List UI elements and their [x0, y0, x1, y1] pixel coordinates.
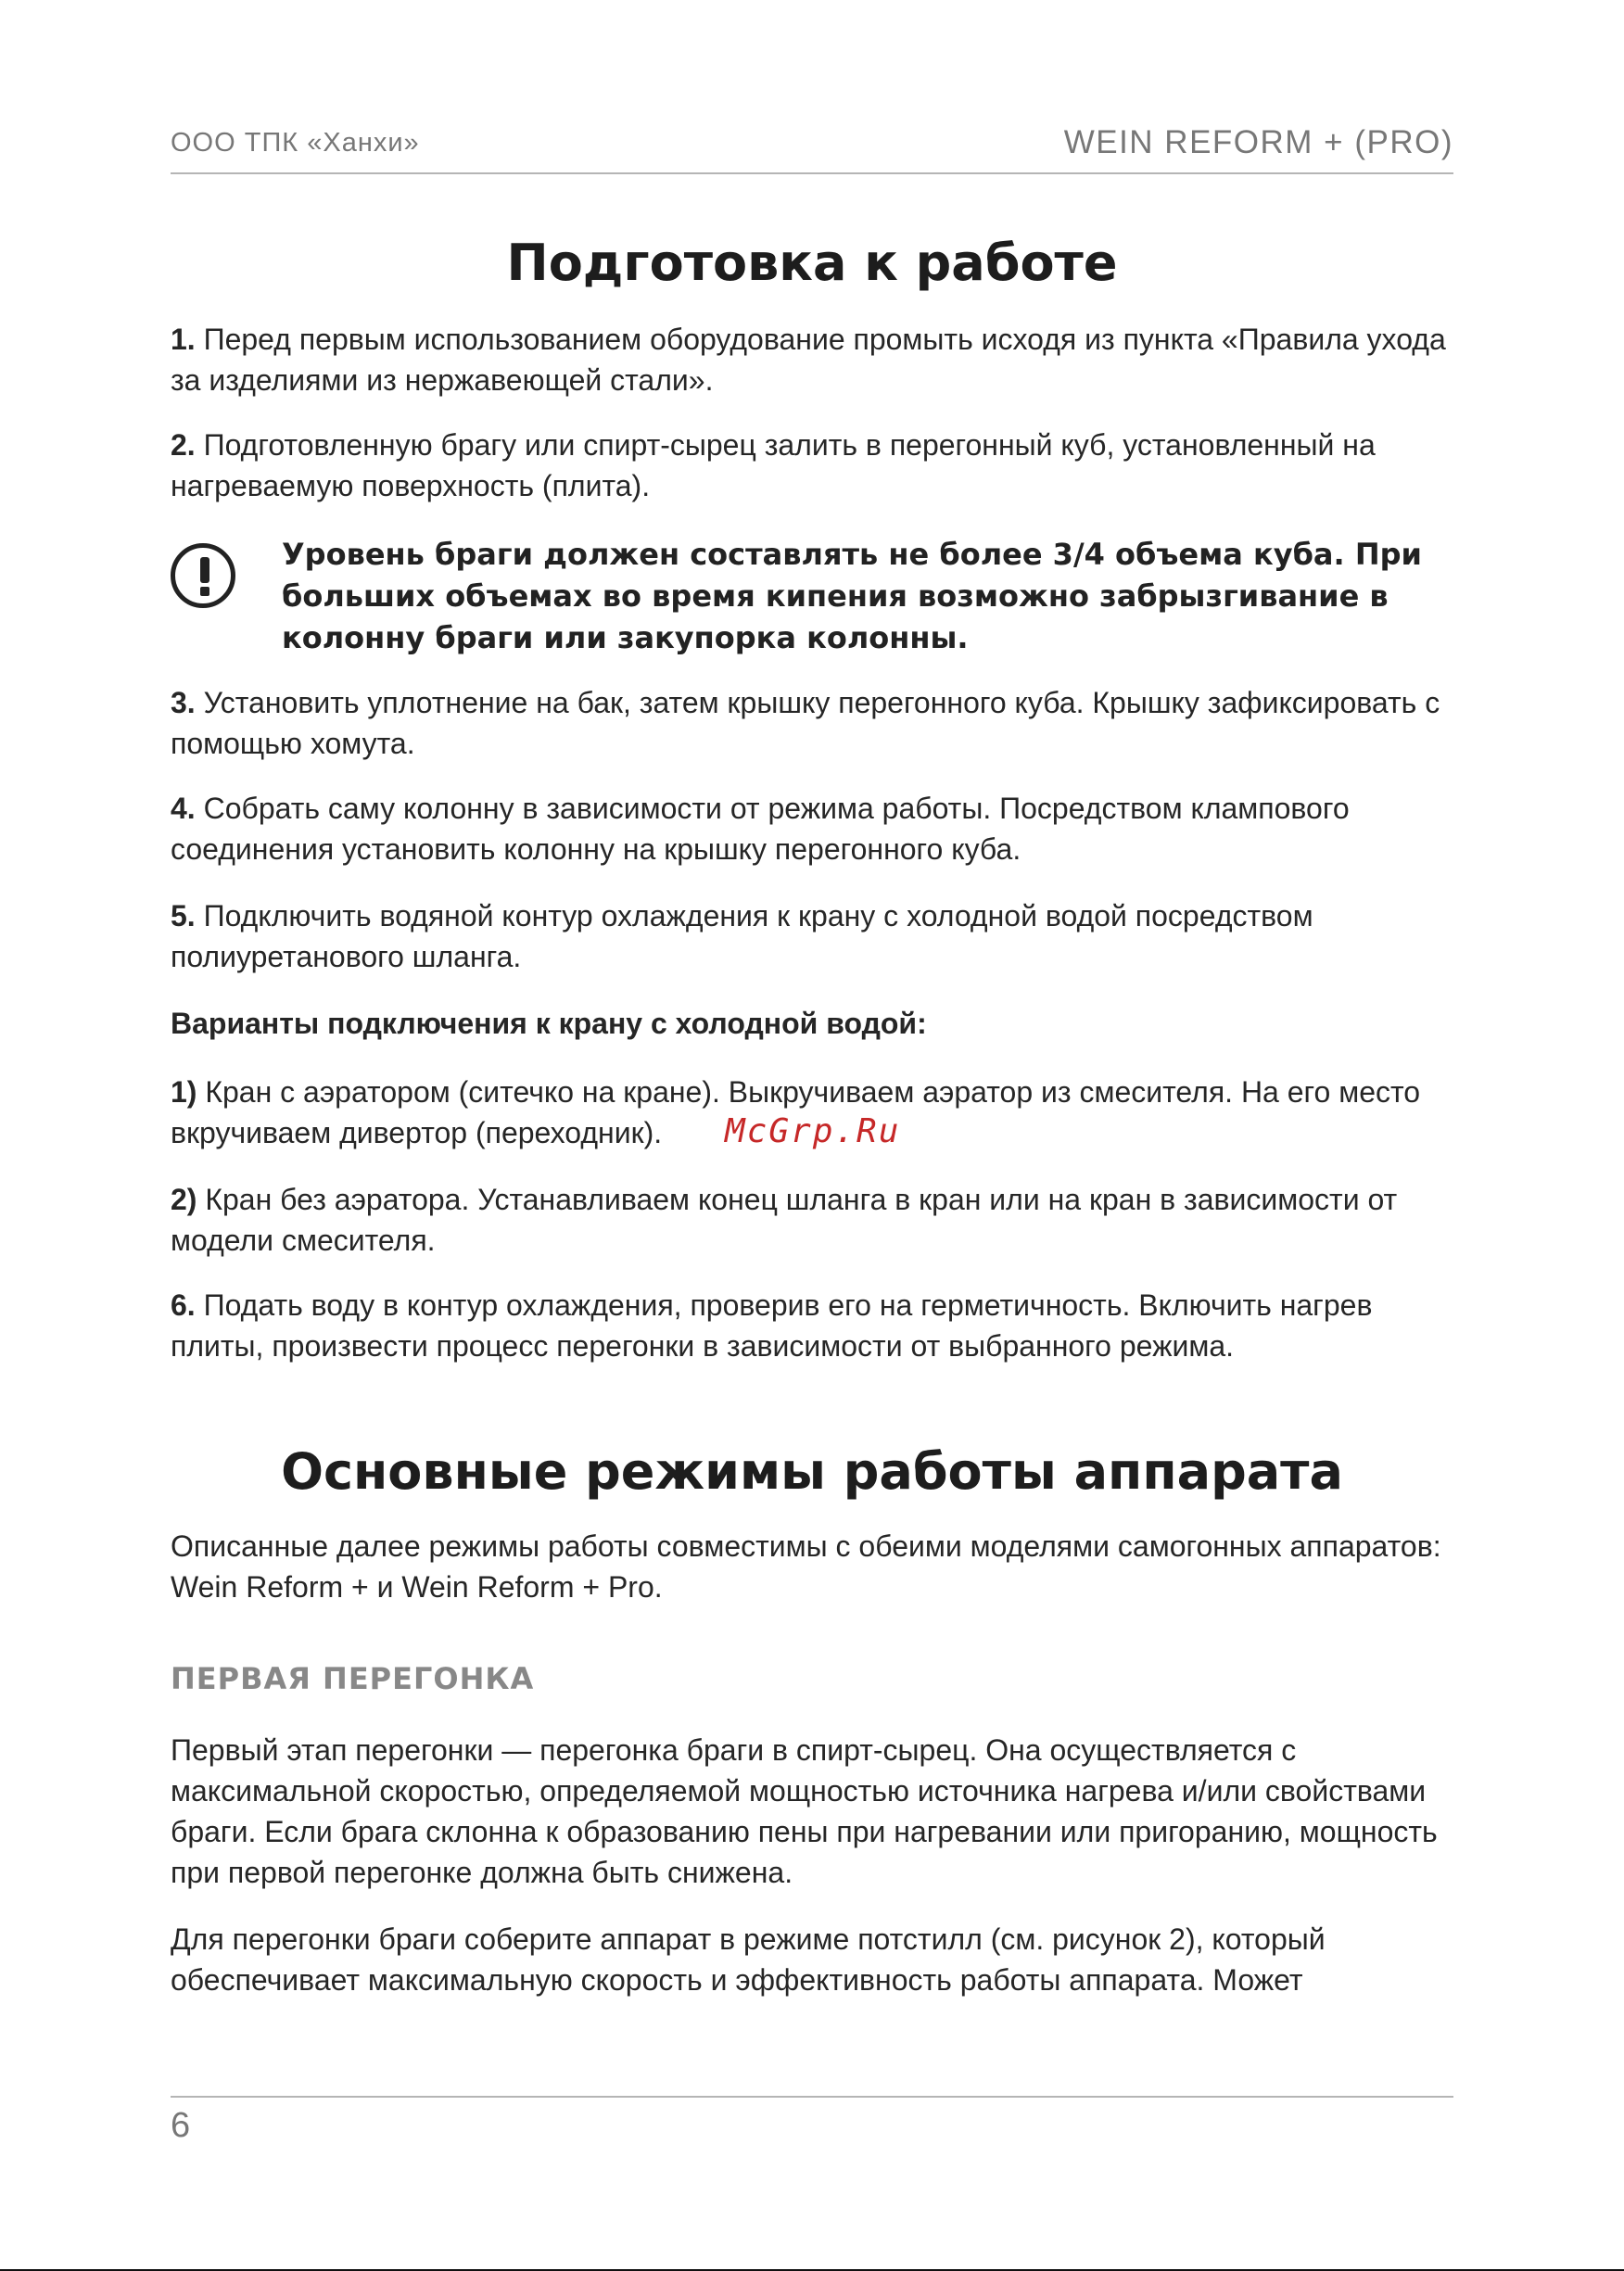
first-distillation-paragraph: Первый этап перегонки — перегонка браги в спирт-сырец. Она осуществляется с максимальной скоростью, определяемой мощностью источника нагрева и/или свойствами браги. Если брага склонна к образованию пены при нагревании или пригоранию, мощность при первой перегонке должна быть снижена. [171, 1733, 1438, 1889]
company-name: ООО ТПК «Ханхи» [171, 128, 420, 158]
step-number: 5. [171, 899, 196, 933]
footer-divider [171, 2096, 1453, 2098]
exclamation-icon [171, 543, 235, 608]
step-number: 2. [171, 428, 196, 462]
step-4 [171, 788, 1468, 869]
page-header [171, 122, 1453, 174]
subsection-title: ПЕРВАЯ ПЕРЕГОНКА [171, 1661, 535, 1696]
watermark: McGrp.Ru [725, 1112, 901, 1150]
step-3 [171, 682, 1468, 764]
modes-intro: Описанные далее режимы работы совместимы с обеими моделями самогонных аппаратов: Wein Reform + и Wein Reform + Pro. [171, 1529, 1441, 1604]
step-text: Собрать саму колонну в зависимости от режима работы. Посредством клампового соединения установить колонну на крышку перегонного куба. [171, 792, 1350, 866]
step-text: Подать воду в контур охлаждения, проверив его на герметичность. Включить нагрев плиты, произвести процесс перегонки в зависимости от выбранного режима. [171, 1288, 1373, 1363]
step-text: Перед первым использованием оборудование промыть исходя из пункта «Правила ухода за изделиями из нержавеющей стали». [171, 323, 1446, 397]
step-number: 3. [171, 686, 196, 719]
variant-text: Кран с аэратором (ситечко на кране). Выкручиваем аэратор из смесителя. На его место вкручиваем дивертор (переходник). [171, 1075, 1421, 1149]
potstill-paragraph: Для перегонки браги соберите аппарат в режиме потстилл (см. рисунок 2), который обеспечивает максимальную скорость и эффективность работы аппарата. Может [171, 1922, 1326, 1997]
variants-heading: Варианты подключения к крану с холодной водой: [171, 1007, 927, 1040]
variant-number: 2) [171, 1183, 197, 1216]
section-title-modes: Основные режимы работы аппарата [281, 1442, 1343, 1501]
step-5 [171, 895, 1468, 977]
variant-number: 1) [171, 1075, 197, 1109]
step-number: 1. [171, 323, 196, 356]
warning-text: Уровень браги должен составлять не более 3/4 объема куба. При больших объемах во время кипения возможно забрызгивание в колонну браги или закупорка колонны. [282, 537, 1422, 655]
variant-text: Кран без аэратора. Устанавливаем конец шланга в кран или на кран в зависимости от модели смесителя. [171, 1183, 1398, 1257]
step-2 [171, 425, 1468, 506]
variant-2 [171, 1179, 1468, 1261]
section-title-preparation: Подготовка к работе [506, 234, 1118, 292]
step-1 [171, 319, 1468, 400]
step-text: Подготовленную брагу или спирт-сырец залить в перегонный куб, установленный на нагреваемую поверхность (плита). [171, 428, 1376, 502]
product-name: WEIN REFORM + (PRO) [1063, 124, 1453, 160]
warning-note [171, 534, 1468, 654]
step-text: Установить уплотнение на бак, затем крышку перегонного куба. Крышку зафиксировать с помощью хомута. [171, 686, 1440, 760]
step-number: 6. [171, 1288, 196, 1322]
step-text: Подключить водяной контур охлаждения к крану с холодной водой посредством полиуретанового шланга. [171, 899, 1313, 973]
step-6 [171, 1285, 1468, 1366]
page-number: 6 [171, 2106, 191, 2145]
step-number: 4. [171, 792, 196, 825]
